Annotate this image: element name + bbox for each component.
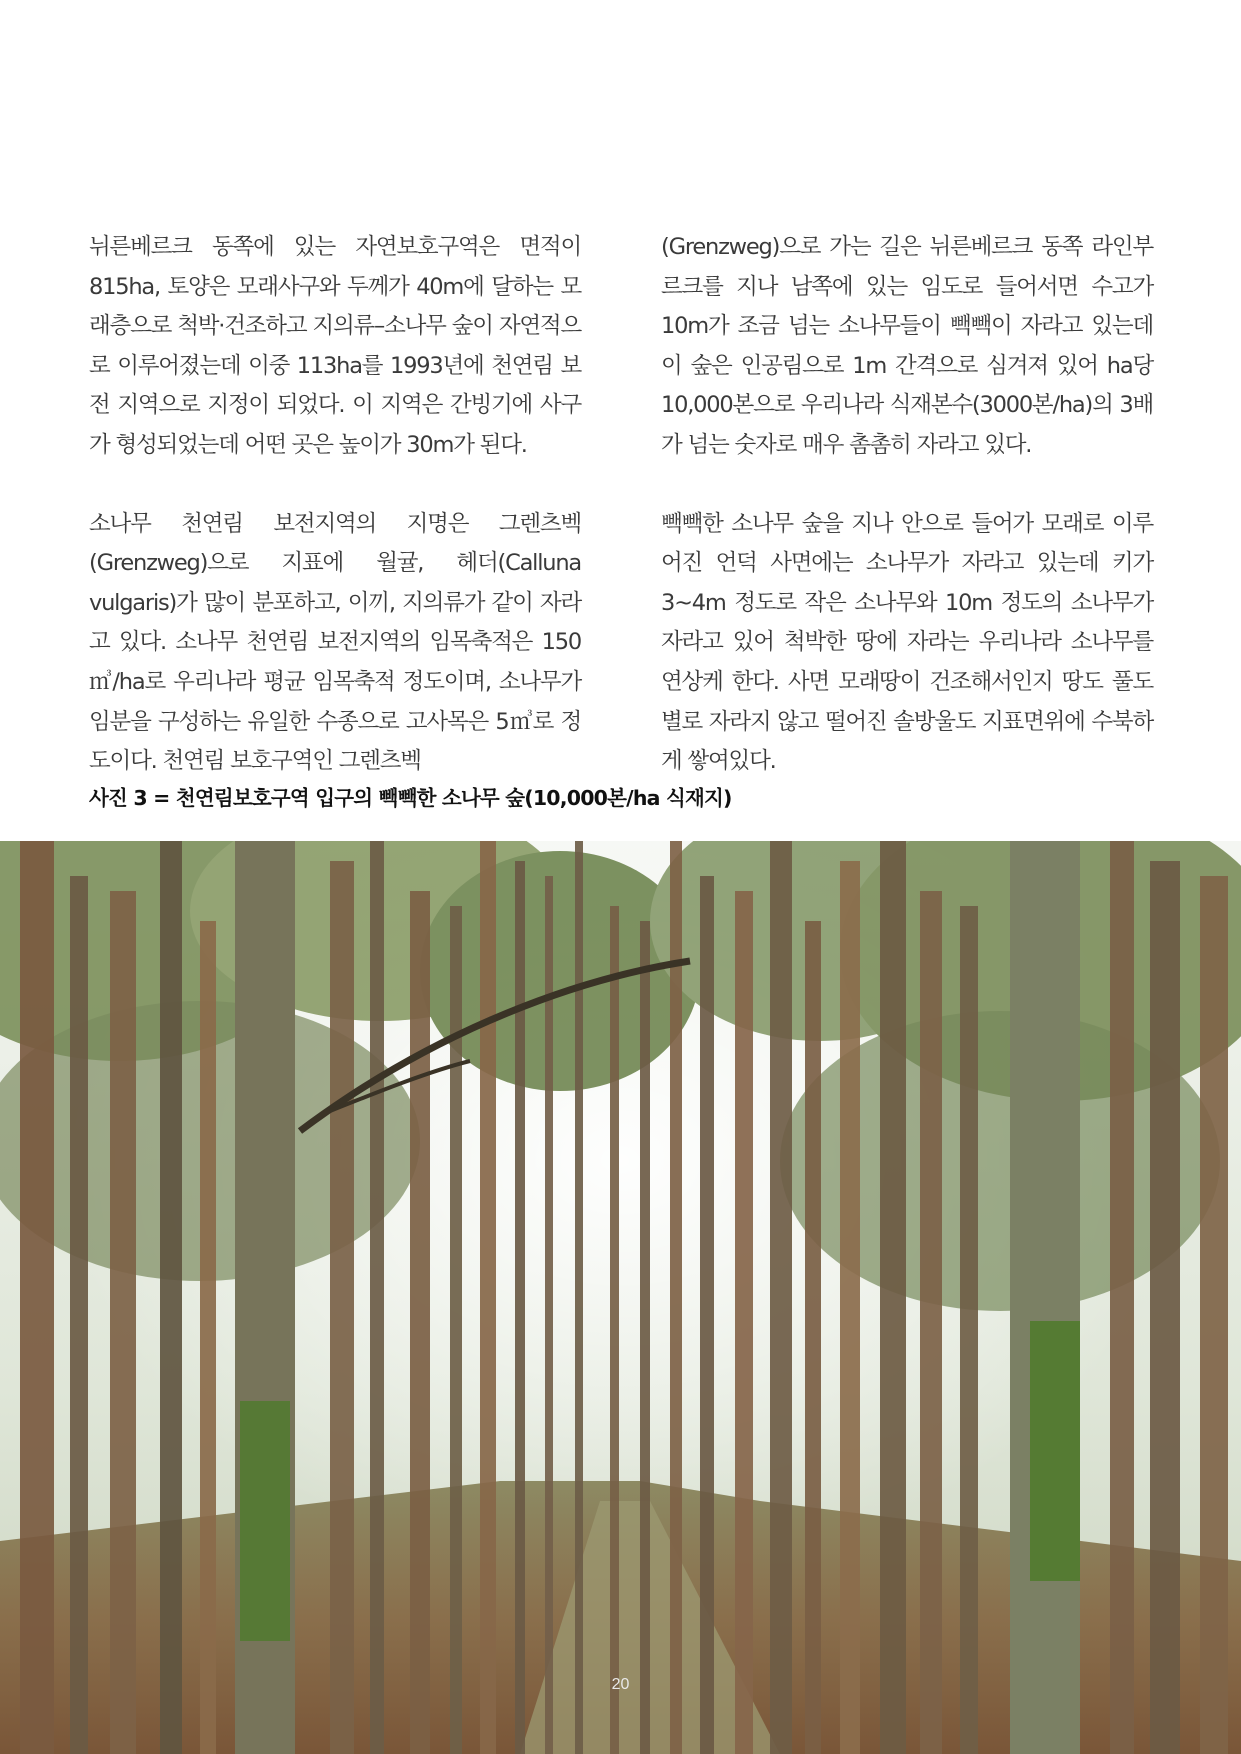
tree-trunk: [920, 891, 942, 1754]
left-paragraph-2: 소나무 천연림 보전지역의 지명은 그렌츠벡(Grenzweg)으로 지표에 월귤, 헤더(Calluna vulgaris)가 많이 분포하고, 이끼, 지의류가 같이 자라고 있다. 소나무 천연림 보전지역의 임목축적은 150㎥/ha로 우리나라 평균 임목축적 정도이며, 소나무가 임분을 구성하는 유일한 수종으로 고사목은 5㎥로 정도이다. 천연림 보호구역인 그렌츠벡: [89, 510, 581, 775]
tree-trunk: [770, 841, 792, 1754]
page-number: 20: [611, 1676, 630, 1693]
tree-trunk: [200, 921, 216, 1754]
tree-trunk: [545, 876, 553, 1754]
forest-photo-illustration: [0, 841, 1241, 1754]
tree-trunk: [700, 876, 714, 1754]
tree-trunk: [370, 841, 384, 1754]
tree-trunk: [670, 841, 682, 1754]
forest-photo: [0, 841, 1241, 1754]
tree-trunk: [640, 921, 650, 1754]
tree-trunk: [330, 861, 354, 1754]
photo-caption: 사진 3 = 천연림보호구역 입구의 빽빽한 소나무 숲(10,000본/ha 식재지): [89, 786, 732, 810]
tree-trunk: [110, 891, 136, 1754]
tree-trunk: [20, 841, 54, 1754]
tree-trunk: [1110, 841, 1134, 1754]
tree-trunk: [480, 841, 496, 1754]
tree-trunk: [840, 861, 860, 1754]
tree-trunk: [410, 891, 430, 1754]
tree-trunk: [160, 841, 182, 1754]
right-paragraph-2: 빽빽한 소나무 숲을 지나 안으로 들어가 모래로 이루어진 언덕 사면에는 소나무가 자라고 있는데 키가 3~4m 정도로 작은 소나무와 10m 정도의 소나무가 자라고 있어 척박한 땅에 자라는 우리나라 소나무를 연상케 한다. 사면 모래땅이 건조해서인지 땅도 풀도 별로 자라지 않고 떨어진 솔방울도 지표면위에 수북하게 쌓여있다.: [661, 510, 1153, 775]
tree-trunk: [515, 861, 525, 1754]
tree-trunk: [960, 906, 978, 1754]
left-paragraph-1: 뉘른베르크 동쪽에 있는 자연보호구역은 면적이 815ha, 토양은 모래사구와 두께가 40m에 달하는 모래층으로 척박·건조하고 지의류–소나무 숲이 자연적으로 이루어졌는데 이중 113ha를 1993년에 천연림 보전 지역으로 지정이 되었다. 이 지역은 간빙기에 사구가 형성되었는데 어떤 곳은 높이가 30m가 된다.: [89, 234, 581, 458]
tree-trunk: [70, 876, 88, 1754]
tree-trunk: [880, 841, 906, 1754]
tree-trunk: [1150, 861, 1180, 1754]
tree-trunk: [805, 921, 821, 1754]
tree-trunk: [610, 906, 619, 1754]
tree-trunk: [735, 891, 753, 1754]
right-paragraph-1: (Grenzweg)으로 가는 길은 뉘른베르크 동쪽 라인부르크를 지나 남쪽에 있는 임도로 들어서면 수고가 10m가 조금 넘는 소나무들이 빽빽이 자라고 있는데 이 숲은 인공림으로 1m 간격으로 심겨져 있어 ha당 10,000본으로 우리나라 식재본수(3000본/ha)의 3배가 넘는 숫자로 매우 촘촘히 자라고 있다.: [661, 234, 1153, 458]
left-text-column: [89, 228, 581, 821]
tree-trunk: [1200, 876, 1228, 1754]
tree-trunk: [575, 841, 583, 1754]
right-text-column: [661, 228, 1153, 821]
